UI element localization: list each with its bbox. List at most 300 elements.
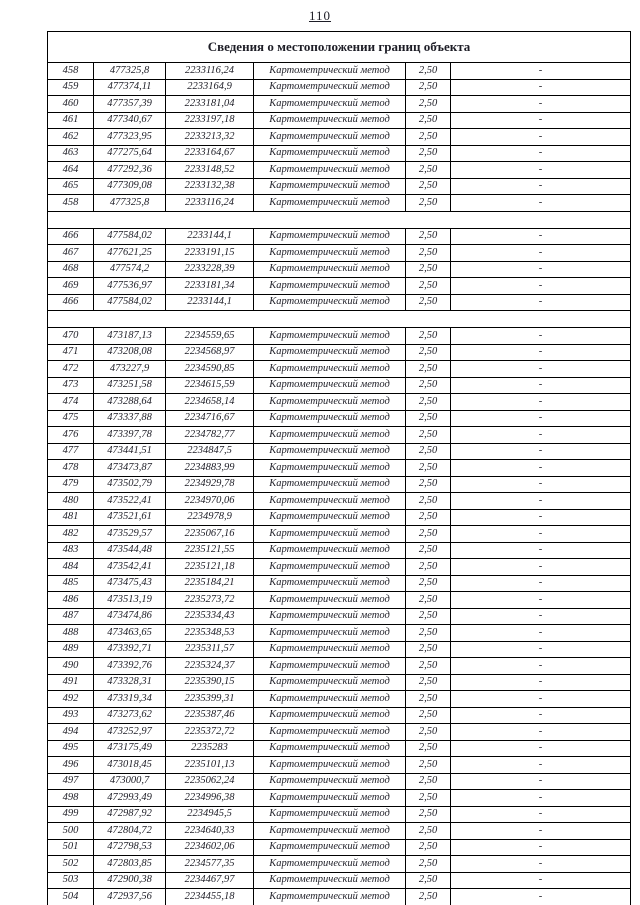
point-number-cell: 479 (48, 476, 94, 493)
note-cell: - (451, 559, 631, 576)
y-coordinate-cell: 2233164,9 (166, 79, 254, 96)
note-cell: - (451, 427, 631, 444)
y-coordinate-cell: 2233148,52 (166, 162, 254, 179)
x-coordinate-cell: 472804,72 (94, 823, 166, 840)
y-coordinate-cell: 2234559,65 (166, 328, 254, 345)
x-coordinate-cell: 472987,92 (94, 806, 166, 823)
precision-cell: 2,50 (406, 790, 451, 807)
method-cell: Картометрический метод (254, 707, 406, 724)
method-cell: Картометрический метод (254, 145, 406, 162)
note-cell: - (451, 674, 631, 691)
table-row (48, 377, 631, 394)
table-row (48, 178, 631, 195)
precision-cell: 2,50 (406, 757, 451, 774)
method-cell: Картометрический метод (254, 493, 406, 510)
point-number-cell: 473 (48, 377, 94, 394)
y-coordinate-cell: 2234929,78 (166, 476, 254, 493)
x-coordinate-cell: 473208,08 (94, 344, 166, 361)
method-cell: Картометрический метод (254, 328, 406, 345)
table-row (48, 674, 631, 691)
point-number-cell: 469 (48, 278, 94, 295)
y-coordinate-cell: 2234568,97 (166, 344, 254, 361)
x-coordinate-cell: 473392,71 (94, 641, 166, 658)
method-cell: Картометрический метод (254, 476, 406, 493)
method-cell: Картометрический метод (254, 740, 406, 757)
point-number-cell: 493 (48, 707, 94, 724)
note-cell: - (451, 856, 631, 873)
table-row (48, 427, 631, 444)
precision-cell: 2,50 (406, 228, 451, 245)
y-coordinate-cell: 2235334,43 (166, 608, 254, 625)
precision-cell: 2,50 (406, 559, 451, 576)
method-cell: Картометрический метод (254, 790, 406, 807)
method-cell: Картометрический метод (254, 608, 406, 625)
precision-cell: 2,50 (406, 493, 451, 510)
note-cell: - (451, 757, 631, 774)
note-cell: - (451, 410, 631, 427)
note-cell: - (451, 806, 631, 823)
x-coordinate-cell: 473319,34 (94, 691, 166, 708)
x-coordinate-cell: 477340,67 (94, 112, 166, 129)
table-row (48, 294, 631, 311)
table-row (48, 526, 631, 543)
y-coordinate-cell: 2235399,31 (166, 691, 254, 708)
y-coordinate-cell: 2233181,34 (166, 278, 254, 295)
note-cell: - (451, 509, 631, 526)
precision-cell: 2,50 (406, 427, 451, 444)
y-coordinate-cell: 2235121,55 (166, 542, 254, 559)
point-number-cell: 472 (48, 361, 94, 378)
y-coordinate-cell: 2234658,14 (166, 394, 254, 411)
point-number-cell: 458 (48, 195, 94, 212)
y-coordinate-cell: 2234716,67 (166, 410, 254, 427)
precision-cell: 2,50 (406, 294, 451, 311)
precision-cell: 2,50 (406, 872, 451, 889)
x-coordinate-cell: 473542,41 (94, 559, 166, 576)
x-coordinate-cell: 477309,08 (94, 178, 166, 195)
precision-cell: 2,50 (406, 889, 451, 905)
y-coordinate-cell: 2235283 (166, 740, 254, 757)
table-row (48, 394, 631, 411)
point-number-cell: 475 (48, 410, 94, 427)
precision-cell: 2,50 (406, 361, 451, 378)
method-cell: Картометрический метод (254, 773, 406, 790)
point-number-cell: 471 (48, 344, 94, 361)
y-coordinate-cell: 2234883,99 (166, 460, 254, 477)
note-cell: - (451, 889, 631, 905)
y-coordinate-cell: 2234467,97 (166, 872, 254, 889)
precision-cell: 2,50 (406, 476, 451, 493)
x-coordinate-cell: 477574,2 (94, 261, 166, 278)
method-cell: Картометрический метод (254, 509, 406, 526)
point-number-cell: 462 (48, 129, 94, 146)
table-row (48, 740, 631, 757)
precision-cell: 2,50 (406, 691, 451, 708)
x-coordinate-cell: 477621,25 (94, 245, 166, 262)
note-cell: - (451, 278, 631, 295)
point-number-cell: 492 (48, 691, 94, 708)
precision-cell: 2,50 (406, 195, 451, 212)
precision-cell: 2,50 (406, 162, 451, 179)
table-row (48, 162, 631, 179)
precision-cell: 2,50 (406, 592, 451, 609)
x-coordinate-cell: 473000,7 (94, 773, 166, 790)
x-coordinate-cell: 473522,41 (94, 493, 166, 510)
y-coordinate-cell: 2234590,85 (166, 361, 254, 378)
note-cell: - (451, 575, 631, 592)
point-number-cell: 463 (48, 145, 94, 162)
table-row (48, 658, 631, 675)
x-coordinate-cell: 473337,88 (94, 410, 166, 427)
note-cell: - (451, 476, 631, 493)
method-cell: Картометрический метод (254, 178, 406, 195)
table-title-row (48, 32, 631, 63)
table-row (48, 344, 631, 361)
note-cell: - (451, 839, 631, 856)
precision-cell: 2,50 (406, 460, 451, 477)
note-cell: - (451, 625, 631, 642)
table-row (48, 261, 631, 278)
point-number-cell: 489 (48, 641, 94, 658)
method-cell: Картометрический метод (254, 889, 406, 905)
method-cell: Картометрический метод (254, 427, 406, 444)
precision-cell: 2,50 (406, 526, 451, 543)
table-row (48, 608, 631, 625)
precision-cell: 2,50 (406, 773, 451, 790)
x-coordinate-cell: 477584,02 (94, 228, 166, 245)
point-number-cell: 498 (48, 790, 94, 807)
method-cell: Картометрический метод (254, 724, 406, 741)
x-coordinate-cell: 477325,8 (94, 63, 166, 80)
table-row (48, 542, 631, 559)
coords-table-body (48, 63, 631, 905)
precision-cell: 2,50 (406, 145, 451, 162)
y-coordinate-cell: 2235121,18 (166, 559, 254, 576)
point-number-cell: 458 (48, 63, 94, 80)
table-row (48, 691, 631, 708)
table-row (48, 460, 631, 477)
point-number-cell: 460 (48, 96, 94, 113)
table-row (48, 129, 631, 146)
x-coordinate-cell: 473513,19 (94, 592, 166, 609)
table-row (48, 625, 631, 642)
method-cell: Картометрический метод (254, 757, 406, 774)
precision-cell: 2,50 (406, 377, 451, 394)
point-number-cell: 461 (48, 112, 94, 129)
method-cell: Картометрический метод (254, 228, 406, 245)
y-coordinate-cell: 2234978,9 (166, 509, 254, 526)
note-cell: - (451, 112, 631, 129)
table-row (48, 856, 631, 873)
x-coordinate-cell: 473288,64 (94, 394, 166, 411)
table-row (48, 410, 631, 427)
x-coordinate-cell: 473474,86 (94, 608, 166, 625)
table-row (48, 443, 631, 460)
point-number-cell: 482 (48, 526, 94, 543)
y-coordinate-cell: 2234577,35 (166, 856, 254, 873)
x-coordinate-cell: 473397,78 (94, 427, 166, 444)
table-row (48, 509, 631, 526)
x-coordinate-cell: 477584,02 (94, 294, 166, 311)
note-cell: - (451, 195, 631, 212)
x-coordinate-cell: 477357,39 (94, 96, 166, 113)
y-coordinate-cell: 2234782,77 (166, 427, 254, 444)
spacer-row (48, 211, 631, 228)
precision-cell: 2,50 (406, 724, 451, 741)
method-cell: Картометрический метод (254, 261, 406, 278)
y-coordinate-cell: 2233164,67 (166, 145, 254, 162)
point-number-cell: 467 (48, 245, 94, 262)
note-cell: - (451, 790, 631, 807)
note-cell: - (451, 823, 631, 840)
note-cell: - (451, 460, 631, 477)
table-row (48, 823, 631, 840)
table-row (48, 559, 631, 576)
x-coordinate-cell: 473252,97 (94, 724, 166, 741)
note-cell: - (451, 493, 631, 510)
method-cell: Картометрический метод (254, 691, 406, 708)
point-number-cell: 503 (48, 872, 94, 889)
precision-cell: 2,50 (406, 658, 451, 675)
point-number-cell: 468 (48, 261, 94, 278)
point-number-cell: 478 (48, 460, 94, 477)
note-cell: - (451, 773, 631, 790)
x-coordinate-cell: 473475,43 (94, 575, 166, 592)
method-cell: Картометрический метод (254, 278, 406, 295)
x-coordinate-cell: 473392,76 (94, 658, 166, 675)
note-cell: - (451, 79, 631, 96)
note-cell: - (451, 377, 631, 394)
precision-cell: 2,50 (406, 509, 451, 526)
x-coordinate-cell: 472798,53 (94, 839, 166, 856)
precision-cell: 2,50 (406, 79, 451, 96)
note-cell: - (451, 145, 631, 162)
precision-cell: 2,50 (406, 608, 451, 625)
precision-cell: 2,50 (406, 575, 451, 592)
table-row (48, 112, 631, 129)
table-row (48, 575, 631, 592)
method-cell: Картометрический метод (254, 526, 406, 543)
precision-cell: 2,50 (406, 63, 451, 80)
method-cell: Картометрический метод (254, 245, 406, 262)
point-number-cell: 477 (48, 443, 94, 460)
x-coordinate-cell: 472900,38 (94, 872, 166, 889)
precision-cell: 2,50 (406, 394, 451, 411)
method-cell: Картометрический метод (254, 129, 406, 146)
y-coordinate-cell: 2234970,06 (166, 493, 254, 510)
y-coordinate-cell: 2233228,39 (166, 261, 254, 278)
table-row (48, 328, 631, 345)
method-cell: Картометрический метод (254, 806, 406, 823)
precision-cell: 2,50 (406, 674, 451, 691)
method-cell: Картометрический метод (254, 443, 406, 460)
method-cell: Картометрический метод (254, 658, 406, 675)
method-cell: Картометрический метод (254, 394, 406, 411)
y-coordinate-cell: 2234945,5 (166, 806, 254, 823)
y-coordinate-cell: 2233213,32 (166, 129, 254, 146)
x-coordinate-cell: 477325,8 (94, 195, 166, 212)
method-cell: Картометрический метод (254, 361, 406, 378)
method-cell: Картометрический метод (254, 641, 406, 658)
method-cell: Картометрический метод (254, 674, 406, 691)
point-number-cell: 487 (48, 608, 94, 625)
note-cell: - (451, 63, 631, 80)
x-coordinate-cell: 473328,31 (94, 674, 166, 691)
x-coordinate-cell: 473441,51 (94, 443, 166, 460)
x-coordinate-cell: 473175,49 (94, 740, 166, 757)
y-coordinate-cell: 2233181,04 (166, 96, 254, 113)
point-number-cell: 496 (48, 757, 94, 774)
method-cell: Картометрический метод (254, 410, 406, 427)
precision-cell: 2,50 (406, 245, 451, 262)
x-coordinate-cell: 473529,57 (94, 526, 166, 543)
precision-cell: 2,50 (406, 641, 451, 658)
table-row (48, 195, 631, 212)
x-coordinate-cell: 473544,48 (94, 542, 166, 559)
point-number-cell: 459 (48, 79, 94, 96)
note-cell: - (451, 344, 631, 361)
y-coordinate-cell: 2235387,46 (166, 707, 254, 724)
table-row (48, 707, 631, 724)
page-number-text: 110 (308, 8, 332, 23)
point-number-cell: 491 (48, 674, 94, 691)
x-coordinate-cell: 473473,87 (94, 460, 166, 477)
y-coordinate-cell: 2235324,37 (166, 658, 254, 675)
method-cell: Картометрический метод (254, 96, 406, 113)
x-coordinate-cell: 477536,97 (94, 278, 166, 295)
table-row (48, 889, 631, 905)
note-cell: - (451, 129, 631, 146)
y-coordinate-cell: 2235348,53 (166, 625, 254, 642)
table-row (48, 773, 631, 790)
point-number-cell: 474 (48, 394, 94, 411)
precision-cell: 2,50 (406, 806, 451, 823)
y-coordinate-cell: 2234615,59 (166, 377, 254, 394)
note-cell: - (451, 740, 631, 757)
y-coordinate-cell: 2233116,24 (166, 63, 254, 80)
spacer-cell (48, 211, 631, 228)
point-number-cell: 504 (48, 889, 94, 905)
y-coordinate-cell: 2234996,38 (166, 790, 254, 807)
method-cell: Картометрический метод (254, 592, 406, 609)
table-row (48, 757, 631, 774)
note-cell: - (451, 328, 631, 345)
method-cell: Картометрический метод (254, 542, 406, 559)
method-cell: Картометрический метод (254, 344, 406, 361)
point-number-cell: 476 (48, 427, 94, 444)
table-row (48, 724, 631, 741)
table-row (48, 245, 631, 262)
spacer-row (48, 311, 631, 328)
x-coordinate-cell: 477374,11 (94, 79, 166, 96)
method-cell: Картометрический метод (254, 823, 406, 840)
method-cell: Картометрический метод (254, 575, 406, 592)
point-number-cell: 499 (48, 806, 94, 823)
point-number-cell: 466 (48, 294, 94, 311)
x-coordinate-cell: 472803,85 (94, 856, 166, 873)
note-cell: - (451, 261, 631, 278)
y-coordinate-cell: 2233197,18 (166, 112, 254, 129)
method-cell: Картометрический метод (254, 625, 406, 642)
table-row (48, 361, 631, 378)
table-row (48, 79, 631, 96)
page-number (0, 0, 640, 24)
x-coordinate-cell: 473251,58 (94, 377, 166, 394)
note-cell: - (451, 228, 631, 245)
table-row (48, 790, 631, 807)
x-coordinate-cell: 477275,64 (94, 145, 166, 162)
y-coordinate-cell: 2235273,72 (166, 592, 254, 609)
y-coordinate-cell: 2233144,1 (166, 294, 254, 311)
point-number-cell: 501 (48, 839, 94, 856)
table-row (48, 96, 631, 113)
y-coordinate-cell: 2233144,1 (166, 228, 254, 245)
precision-cell: 2,50 (406, 344, 451, 361)
x-coordinate-cell: 477323,95 (94, 129, 166, 146)
precision-cell: 2,50 (406, 278, 451, 295)
table-row (48, 476, 631, 493)
y-coordinate-cell: 2234602,06 (166, 839, 254, 856)
y-coordinate-cell: 2235062,24 (166, 773, 254, 790)
y-coordinate-cell: 2235101,13 (166, 757, 254, 774)
table-row (48, 63, 631, 80)
y-coordinate-cell: 2234455,18 (166, 889, 254, 905)
note-cell: - (451, 178, 631, 195)
precision-cell: 2,50 (406, 178, 451, 195)
y-coordinate-cell: 2233132,38 (166, 178, 254, 195)
x-coordinate-cell: 473187,13 (94, 328, 166, 345)
y-coordinate-cell: 2233116,24 (166, 195, 254, 212)
point-number-cell: 502 (48, 856, 94, 873)
table-row (48, 839, 631, 856)
method-cell: Картометрический метод (254, 839, 406, 856)
method-cell: Картометрический метод (254, 856, 406, 873)
y-coordinate-cell: 2233191,15 (166, 245, 254, 262)
point-number-cell: 495 (48, 740, 94, 757)
boundary-coordinates-table (47, 31, 631, 905)
x-coordinate-cell: 473521,61 (94, 509, 166, 526)
note-cell: - (451, 592, 631, 609)
note-cell: - (451, 707, 631, 724)
precision-cell: 2,50 (406, 112, 451, 129)
point-number-cell: 483 (48, 542, 94, 559)
point-number-cell: 485 (48, 575, 94, 592)
point-number-cell: 481 (48, 509, 94, 526)
method-cell: Картометрический метод (254, 162, 406, 179)
note-cell: - (451, 542, 631, 559)
precision-cell: 2,50 (406, 542, 451, 559)
x-coordinate-cell: 473018,45 (94, 757, 166, 774)
note-cell: - (451, 361, 631, 378)
x-coordinate-cell: 472993,49 (94, 790, 166, 807)
point-number-cell: 494 (48, 724, 94, 741)
point-number-cell: 488 (48, 625, 94, 642)
x-coordinate-cell: 473502,79 (94, 476, 166, 493)
y-coordinate-cell: 2234640,33 (166, 823, 254, 840)
table-row (48, 641, 631, 658)
table-row (48, 278, 631, 295)
table-row (48, 872, 631, 889)
y-coordinate-cell: 2235390,15 (166, 674, 254, 691)
precision-cell: 2,50 (406, 707, 451, 724)
y-coordinate-cell: 2235184,21 (166, 575, 254, 592)
precision-cell: 2,50 (406, 823, 451, 840)
precision-cell: 2,50 (406, 856, 451, 873)
precision-cell: 2,50 (406, 625, 451, 642)
note-cell: - (451, 608, 631, 625)
precision-cell: 2,50 (406, 328, 451, 345)
precision-cell: 2,50 (406, 261, 451, 278)
